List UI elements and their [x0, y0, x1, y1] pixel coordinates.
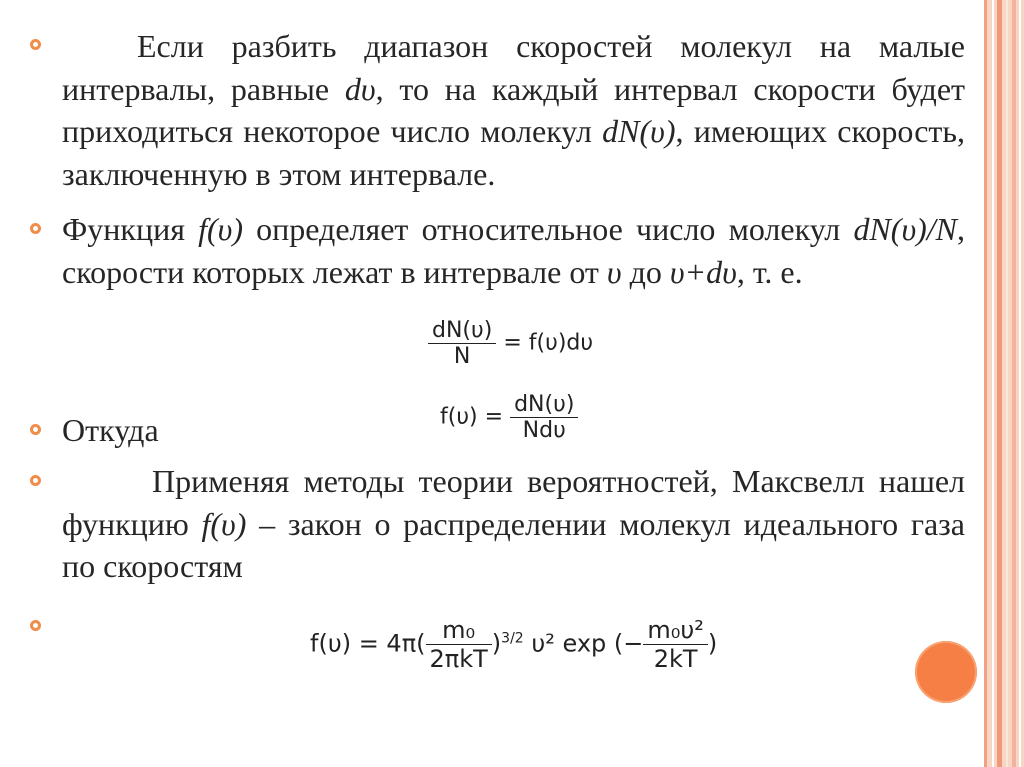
- fraction-dN-over-N: $\frac{dN(\upsilon)}{N}$: [428, 318, 496, 369]
- stripe: [992, 0, 994, 767]
- paragraph-4: Применяя методы теории вероятностей, Максвелл нашел функцию f(υ) – закон о распределении молекул идеального газа по скоростям: [62, 463, 966, 584]
- formula-maxwell-distribution: f(υ) = 4π( $\frac{\text{m₀}}{\text{2πkT}}$ )$^{3/2}$ υ² exp (− $\frac{\text{m₀υ²}}{2kT}$ ): [310, 616, 718, 673]
- stripe: [1012, 0, 1016, 767]
- bullet-marker-5: [30, 620, 41, 631]
- fraction-dN-over-Ndv: $\frac{dN(\upsilon)}{\text{Ndυ}}$: [510, 392, 578, 443]
- stripe: [1019, 0, 1021, 767]
- fraction-m0-over-2pikT: $\frac{\text{m₀}}{\text{2πkT}}$: [426, 616, 492, 673]
- fraction-m0v2-over-2kT: $\frac{\text{m₀υ²}}{2kT}$: [643, 616, 708, 673]
- formula-distribution-definition: $\frac{dN(\upsilon)}{N}$ = f(υ)dυ: [428, 318, 593, 369]
- stripe: [997, 0, 1002, 767]
- bullet-marker-1: [30, 39, 41, 50]
- bullet-marker-2: [30, 223, 41, 234]
- stripe: [984, 0, 987, 767]
- bullet-marker-3: [30, 424, 41, 435]
- paragraph-3: Откуда: [62, 412, 159, 448]
- formula-f-of-v: f(υ) = $\frac{dN(\upsilon)}{\text{Ndυ}}$: [440, 392, 578, 443]
- bullet-marker-4: [30, 475, 41, 486]
- decorative-stripe-band: [984, 0, 1024, 767]
- stripe: [1006, 0, 1008, 767]
- decorative-circle: [915, 641, 977, 703]
- paragraph-2: Функция f(υ) определяет относительное число молекул dN(υ)/N, скорости которых лежат в интервале от υ до υ+dυ, т. е.: [62, 211, 966, 290]
- paragraph-1: Если разбить диапазон скоростей молекул на малые интервалы, равные dυ, то на каждый интервал скорости будет приходиться некоторое число молекул dN(υ), имеющих скорость, заключенную в этом интервале.: [62, 28, 966, 192]
- exponent-three-halves: 3/2: [501, 630, 524, 647]
